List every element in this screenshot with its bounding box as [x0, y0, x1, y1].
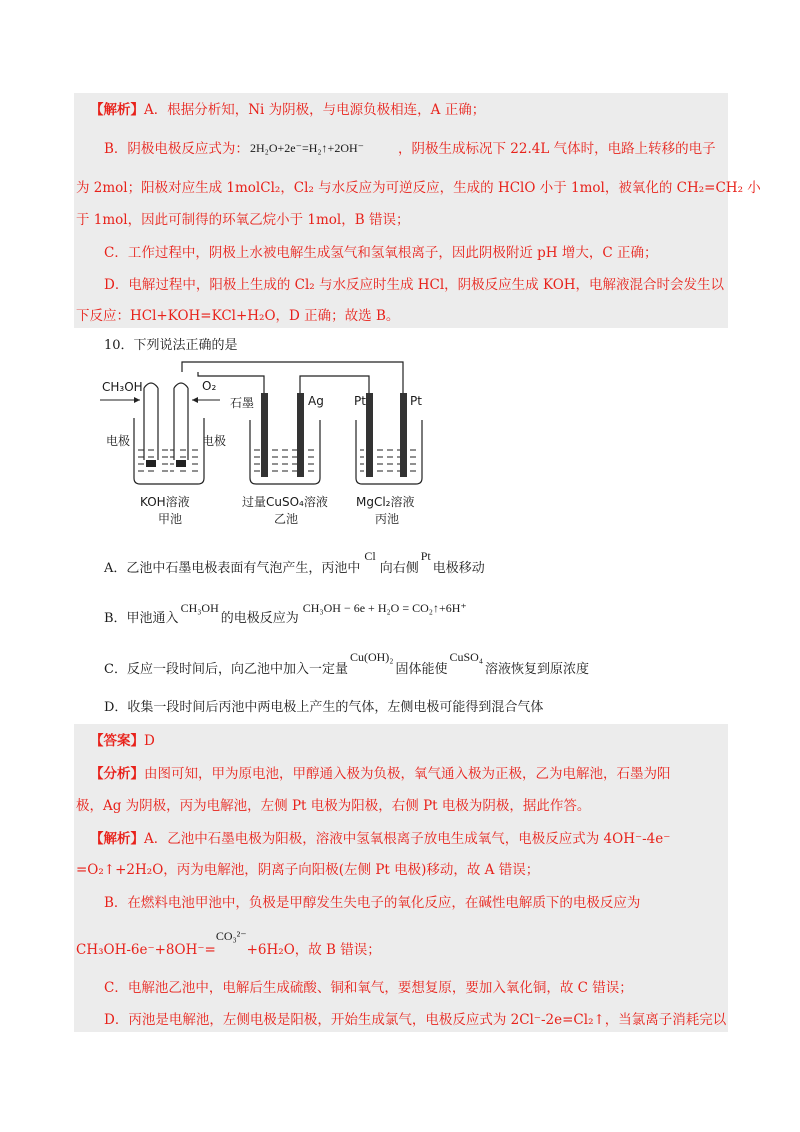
- label-pt-left: Pt: [354, 394, 366, 408]
- label-electrode-left: 电极: [106, 434, 131, 448]
- label-cell-2: 乙池: [274, 512, 299, 526]
- label-electrode-right: 电极: [202, 434, 227, 448]
- analysis-tag-fenxi: 【分析】: [90, 766, 144, 782]
- beaker-3: [356, 420, 422, 484]
- label-solution-3: MgCl₂溶液: [356, 495, 415, 509]
- analysis-line-2-pre: B．阴极电极反应式为：: [104, 141, 249, 157]
- explanation-line-3: B．在燃料电池甲池中，负极是甲醇发生失电子的氧化反应，在碱性电解质下的电极反应为: [104, 895, 641, 911]
- analysis-line-7: 下反应：HCl+KOH=KCl+H₂O，D 正确；故选 B。: [76, 308, 400, 324]
- analysis-line-3: 为 2mol；阳极对应生成 1molCl₂，Cl₂ 与水反应为可逆反应，生成的 HClO 小于 1mol，被氧化的 CH₂=CH₂ 小: [76, 180, 761, 196]
- analysis-line-1: 【解析】A．根据分析知，Ni 为阴极，与电源负极相连，A 正确；: [90, 102, 486, 118]
- analysis-line-6: D．电解过程中，阳极上生成的 Cl₂ 与水反应时生成 HCl，阴极反应生成 KOH，电解液混合时会发生以: [104, 277, 725, 293]
- analysis-line-5: C．工作过程中，阴极上水被电解生成氢气和氢氧根离子，因此阴极附近 pH 增大，C 正确；: [104, 245, 658, 261]
- analysis-line-a2: 极，Ag 为阴极，丙为电解池，左侧 Pt 电极为阳极，右侧 Pt 电极为阴极，据此作答。: [76, 798, 591, 814]
- explanation-line-4: CH₃OH-6e⁻+8OH⁻=CO₃²⁻+6H₂O，故 B 错误；: [76, 929, 381, 958]
- explanation-line-1: 【解析】A．乙池中石墨电极为阳极，溶液中氢氧根离子放电生成氧气，电极反应式为 4OH⁻-4e⁻: [90, 831, 671, 847]
- ch3oh-formula: CH₃OH: [180, 601, 219, 615]
- analysis-tag: 【解析】: [90, 102, 144, 118]
- graphite-electrode: [261, 393, 268, 477]
- explanation-line-6: D．丙池是电解池，左侧电极是阳极，开始生成氯气，电极反应式为 2Cl⁻-2e=Cl₂↑，当氯离子消耗完以: [104, 1012, 727, 1028]
- option-b: B．甲池通入CH₃OH的电极反应为CH₃OH − 6e + H₂O = CO₂↑+6H⁺: [104, 601, 467, 626]
- explanation-tag: 【解析】: [90, 831, 144, 847]
- cuso4-formula: CuSO₄: [449, 650, 484, 664]
- option-a: A．乙池中石墨电极表面有气泡产生，丙池中Cl向右侧Pt电极移动: [104, 549, 485, 576]
- option-c: C．反应一段时间后，向乙池中加入一定量Cu(OH)₂固体能使CuSO₄溶液恢复到原浓度: [104, 650, 590, 677]
- pt-symbol: Pt: [420, 549, 431, 563]
- label-solution-1: KOH溶液: [140, 495, 190, 509]
- label-graphite: 石墨: [230, 396, 255, 410]
- answer-value: D: [144, 733, 155, 749]
- analysis-line-2-post: ，阴极生成标况下 22.4L 气体时，电路上转移的电子: [398, 141, 716, 157]
- analysis-line-4: 于 1mol，因此可制得的环氧乙烷小于 1mol，B 错误；: [76, 212, 410, 228]
- cathode-equation: 2H₂O+2e⁻=H₂↑+2OH⁻: [250, 141, 364, 155]
- label-cell-1: 甲池: [158, 512, 183, 526]
- carbonate-ion: CO₃²⁻: [215, 929, 247, 943]
- chloride-ion: Cl: [364, 549, 376, 563]
- label-pt-right: Pt: [410, 394, 422, 408]
- analysis-line-a1: 【分析】由图可知，甲为原电池，甲醇通入极为负极，氧气通入极为正极，乙为电解池，石墨为阳: [90, 766, 671, 782]
- electrode-tube-right: [174, 383, 188, 460]
- option-d: D．收集一段时间后丙池中两电极上产生的气体，左侧电极可能得到混合气体: [104, 700, 544, 715]
- label-solution-2: 过量CuSO₄溶液: [242, 495, 328, 509]
- methanol-half-reaction: CH₃OH − 6e + H₂O = CO₂↑+6H⁺: [302, 601, 467, 615]
- explanation-line-2: =O₂↑+2H₂O，丙为电解池，阴离子向阳极(左侧 Pt 电极)移动，故 A 错误；: [76, 862, 540, 878]
- electrode-tube-left: [144, 383, 158, 460]
- pt-electrode-right: [400, 393, 407, 477]
- electrode-plate-right: [176, 460, 186, 467]
- label-cell-3: 丙池: [375, 512, 400, 526]
- beaker-2: [250, 420, 320, 484]
- label-ag: Ag: [308, 394, 324, 408]
- explanation-line-5: C．电解池乙池中，电解后生成硫酸、铜和氧气，要想复原，要加入氧化铜，故 C 错误；: [104, 980, 633, 996]
- wire-middle: [300, 376, 369, 393]
- electrochemistry-figure: [98, 360, 468, 530]
- ag-electrode: [297, 393, 304, 477]
- electrode-plate-left: [146, 460, 156, 467]
- answer-line: [90, 731, 155, 751]
- label-ch3oh: CH₃OH: [102, 380, 143, 394]
- pt-electrode-left: [366, 393, 373, 477]
- label-o2: O₂: [202, 379, 217, 393]
- answer-tag: 【答案】: [90, 733, 144, 749]
- cuoh2-formula: Cu(OH)₂: [349, 650, 394, 664]
- question-stem: 10．下列说法正确的是: [104, 338, 238, 353]
